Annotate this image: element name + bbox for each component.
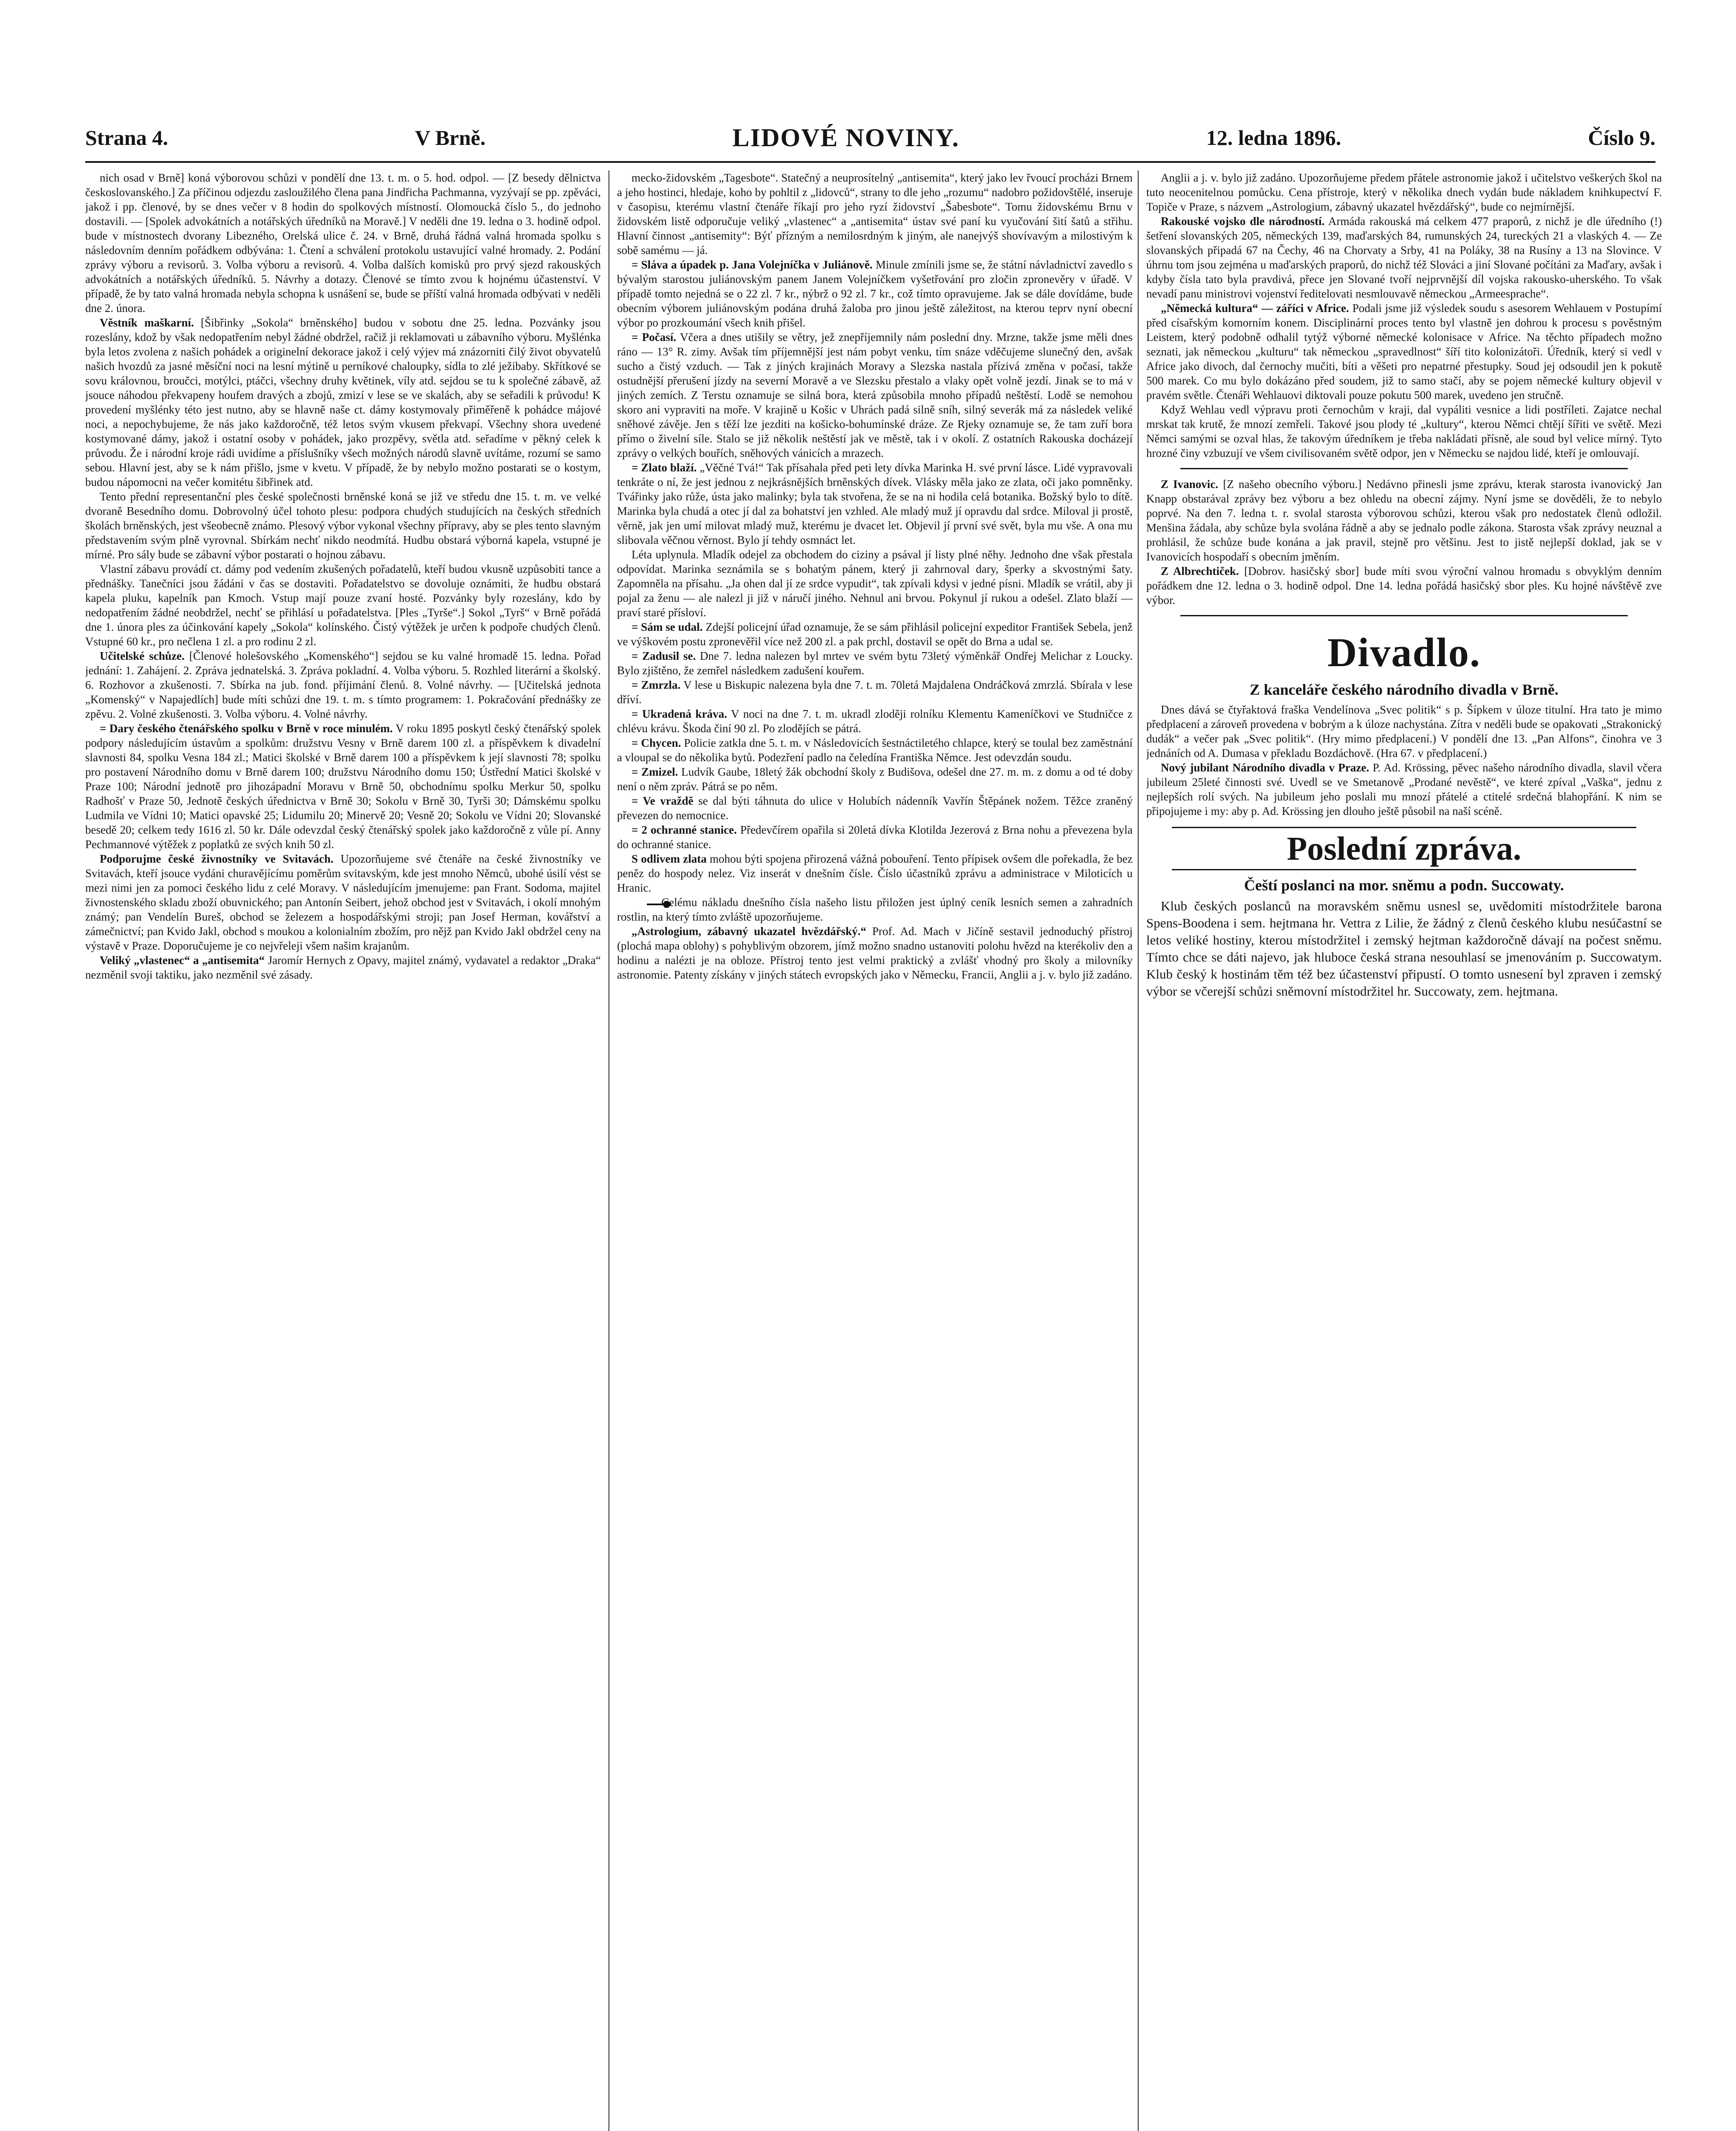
article-heading: = Zadusil se. [632, 650, 696, 662]
column-divider [1138, 170, 1139, 2131]
article-heading: „Astrologium, zábavný ukazatel hvězdářský.“ [632, 925, 866, 938]
article-text: nich osad v Brně] koná výborovou schůzi v pondělí dne 13. t. m. o 5. hod. odpol. — [Z besedy dělnictva českoslovanského.] Za příčinou odjezdu zasloužilého člena pana Jindřicha Pachmanna, vyzývají se pp. zpěváci, jakož i pp. členové, by se dnes večer v 8 hodin do spolkových místností. Olomoucká číslo 5., do jednoho dostavili. — [Spolek advokátních a notářských úředníků na Moravě.] V neděli dne 19. ledna o 3. hodině odpol. bude v místnostech dvorany Libezného, Orelská ulice č. 24. v Brně, druhá řádná valná hromada spolku s následovním denním pořádkem odbývána: 1. Čtení a schválení protokolu ustavující valné hromady. 2. Podání zprávy výboru a revisorů. 3. Volba výboru a revisorů. 4. Volba dalších komisků pro prvý sjezd rakouských advokátních a notářských úředníků. 5. Návrhy a dotazy. Členové se tímto zvou k hojnému účastenství. V případě, že by tato valná hromada nebyla schopna k usnášení se, bude se příští valná hromada odbývati v neděli dne 2. února. [85, 171, 601, 315]
theatre-subheading: Z kanceláře českého národního divadla v Brně. [1249, 681, 1559, 698]
article-heading: = Zmizel. [632, 765, 678, 778]
article-text: Celému nákladu dnešního čísla našeho listu přiložen jest úplný ceník lesních semen a zahradních rostlin, na který tímto zvláště upozorňujeme. [617, 896, 1133, 923]
article-text: „Věčné Tvá!“ Tak přísahala před peti lety dívka Marinka H. své první lásce. Lidé vypravovali tenkráte o ní, že jest jednou z nejkrásnějších brněnských dívek. Vlásky měla jako ze zlata, oči jako pomněnky. Tvářinky jako růže, ústa jako malinky; byla tak stvořena, že se na ni hodila celá botanika. Božský bylo to dítě. Marinka byla chudá a otec jí dal za bohatství jen vzhled. Ale mladý muž jí opravdu dal srdce. Miloval ji prostě, věrně, jak jen umí milovat mladý muž, kterému je dvacet let. Objevil jí první své svět, byla mu vše. A ona mu slibovala věčnou věrnost. Bylo jí tehdy osmnáct let. [617, 461, 1133, 546]
article-text: Vlastní zábavu provádí ct. dámy pod vedením zkušených pořadatelů, kteří budou vkusně uzpůsobiti tance a přednášky. Tanečníci jsou žádáni v čas se dostaviti. Pořadatelstvo se dovoluje oznámiti, že hudbu obstará kapela pluku, kapelník pan Kmoch. Vstup mají pouze zvaní hosté. Pozvánky byly rozeslány, kdo by nedopatřením žádné neobdržel, nechť se přihlásí u pořadatelstva. [Ples „Tyrše“.] Sokol „Tyrš“ v Brně pořádá dne 1. února ples za účinkování kapely „Sokola“ kolínského. Čistý výtěžek je určen k podpoře chudých členů. Vstupné 60 kr., pro nečlena 1 zl. a pro rodinu 2 zl. [85, 563, 601, 648]
article-heading: = Sláva a úpadek p. Jana Volejníčka v Juliánově. [632, 258, 873, 271]
article-heading: Z Ivanovic. [1161, 478, 1218, 491]
article-text: Policie zatkla dne 5. t. m. v Následovicích šestnáctiletého chlapce, který se toulal bez zaměstnání a vloupal se do několika bytů. Podezření padlo na čeledína Františka Němce. Jest odevzdán soudu. [617, 736, 1133, 764]
article-heading: Rakouské vojsko dle národností. [1161, 215, 1325, 228]
article-text: Tento přední representanční ples české společnosti brněnské koná se již ve středu dne 15. t. m. ve velké dvoraně Besedního domu. Dobrovolný účel tohoto plesu: podpora chudých studujících na českých středních školách brněnských, jest všeobecně známo. Plesový výbor vykonal všechny přípravy, aby se ples tento slavným představením svým plně vyrovnal. Sbírkám nechť nikdo neodmítá. Hudbu obstará výborná kapela, vstupné je mírné. Pro sály bude se zábavní výbor postarati o hojnou zábavu. [85, 490, 601, 561]
place: V Brně. [415, 126, 486, 150]
column-1 [85, 170, 601, 2131]
section-divider [1180, 468, 1628, 469]
article-text: Zdejší policejní úřad oznamuje, že se sám přihlásil policejní expeditor František Sebela, jenž ve výškovém postu zpronevěřil více než 200 zl. a pak prchl, dostavil se opět do Brna a udal se. [617, 621, 1133, 648]
article-text: Ludvík Gaube, 18letý žák obchodní školy z Budišova, odešel dne 27. m. m. z domu a od té doby není o něm zpráv. Pátrá se po něm. [617, 765, 1133, 793]
article-heading: Učitelské schůze. [100, 650, 185, 662]
article-heading: = Chycen. [632, 736, 681, 749]
article-text: [Z našeho obecního výboru.] Nedávno přinesli jsme zprávu, kterak starosta ivanovický Jan Knapp obstarával zprávy bez výboru a bez ohledu na obecní zájmy. Nyní jsme se dověděli, že to nebylo poprvé. Na den 7. ledna t. r. svolal starosta výborovou schůzi, kterou však pro nedostatek členů odložil. Menšina žádala, aby schůze byla svolána řádně a aby se jednalo podle zákona. Starosta však zprávy neuznal a prohlásil, že schůze bude konána a jak pravil, stejně pro většinu. Jest to jistě nejlepší doklad, jak se v Ivanovicích hospodaří s obecním jměním. [1146, 478, 1662, 563]
article-text: mecko-židovském „Tagesbote“. Statečný a neuprosítelný „antisemita“, který jako lev řvoucí procházi Brnem a jeho hostinci, hledaje, koho by pohltil z „lidovců“, strany to dle jeho „rozumu“ nadobro požidovštělé, inseruje v časopisu, kterému vlastní čtenáře říkají pro jeho ryzí židovství „Šabesbote“. Tomu židovskému Brnu v židovském listě odporučuje veliký „vlastenec“ a „antisemita“ ústav své paní ku vyučování šití šatů a střihu. Hlavní činnost „antisemity“: Býť přízným a nemilosrdným k jiným, ale nanejvýš shovívavým a milostivým k sobě samému — já. [617, 171, 1133, 257]
article-text: Když Wehlau vedl výpravu proti černochům v kraji, dal vypáliti vesnice a lidi postříleti. Zajatce nechal mrskat tak krutě, že mnozí zemřeli. Takové jsou plody té „kultury“, kterou Němci chtějí šířiti ve světě. Mezi Němci samými se ozval hlas, že takovým úředníkem je třeba nakládati přísně, ale soud byl velice mírný. Tyto hrozné činy vzbuzují ve všem civilisovaném světě odpor, jen v Německu se najdou lidé, kteří je omlouvají. [1146, 403, 1662, 459]
pointing-hand-icon [632, 898, 658, 909]
article-heading: = Ve vraždě [632, 794, 694, 807]
article-text: V noci na dne 7. t. m. ukradl zloději rolníku Klementu Kameníčkovi ve Studničce z chlévu krávu. Škoda činí 90 zl. Po zlodějích se pátrá. [617, 707, 1133, 735]
article-text: [Dobrov. hasičský sbor] bude míti svou výroční valnou hromadu s obvyklým denním pořádkem dne 12. ledna o 3. hodině odpol. Dne 14. ledna pořádá hasičský sbor ples. Ku hojné návštěvě zve výbor. [1146, 565, 1662, 606]
article-text: Léta uplynula. Mladík odejel za obchodem do ciziny a psával jí listy plné něhy. Jednoho dne však přestala odpovídat. Marinka seznámila se s bohatým pánem, který ji zahrnoval dary, šperky a skvostnými šaty. Zapomněla na přísahu. „Ja ohen dal jí ze srdce vypudit“, tak zpívali kdysi v jedné písni. Mladík se vrátil, aby ji pojal za ženu — ale nalezl ji již v náručí jiného. Nehnul ani brvou. Pokynul jí rukou a odešel. Zlato blaží — praví staré přísloví. [617, 548, 1133, 619]
article-text: Dnes dává se čtyřaktová fraška Vendelínova „Svec politik“ s p. Šípkem v úloze titulní. Hra tato je mimo předplacení a zároveň provedena v bobrým a k úloze nachystána. Zítra v neděli bude se opakovati „Strakonický dudák“ a večer pak „Svec politik“. (Hry mimo předplacení.) V pondělí dne 13. „Pan Alfons“, činohra ve 3 jednáních od A. Dumasa v překladu Bozdáchově. (Hra 67. v předplacení.) [1146, 703, 1662, 759]
article-text: [Členové holešovského „Komenského“] sejdou se ku valné hromadě 15. ledna. Pořad jednání: 1. Zahájení. 2. Zpráva jednatelská. 3. Zpráva pokladní. 4. Volba výboru. 5. Rozhled literární a školský. 6. Rozhovor a zkušenosti. 7. Sbírka na jub. fond. příjimání členů. 8. Volné návrhy. — [Učitelská jednota „Komenský“ v Napajedlích] bude míti schůzi dne 19. t. m. s tímto programem: 1. Pokračování přednášky ze zpěvu. 2. Volné zkušenosti. 3. Volba výboru. 4. Volné návrhy. [85, 650, 601, 720]
article-heading: Nový jubilant Národního divadla v Praze. [1161, 761, 1370, 774]
theatre-section-title: Divadlo. [1327, 629, 1481, 675]
article-heading: = Zlato blaží. [632, 461, 697, 474]
column-3 [1146, 170, 1662, 2131]
article-text: P. Ad. Krössing, pěvec našeho národního divadla, slavil včera jubileum 25leté činnosti své. Uvedl se ve Smetanově „Prodané nevěstě“, ve které zpíval „Vaška“, jednu z nejlepších rolí svých. Na jubileum jeho poslali mu mnozí přátelé a ctitelé srdečná blahopřání. K nim se připojujeme i my: aby p. Ad. Krössing jen dlouho ještě působil na naší scéně. [1146, 761, 1662, 817]
article-text: Minule zmínili jsme se, že státní návladnictví zavedlo s bývalým starostou juliánovským panem Janem Volejníčkem vyšetřování pro zločin zpronevěry v úřadě. V případě tomto nejedná se o 22 zl. 7 kr., nýbrž o 92 zl. 7 kr., což tímto opravujeme. Jak se dále dovídáme, bude obecním výborem juliánovským podána druhá žaloba pro jinou ještě záležitost, na kterou teprv nyní obecní výbor po prozkoumání všech knih přišel. [617, 258, 1133, 329]
article-heading: Veliký „vlastenec“ a „antisemita“ [100, 954, 265, 967]
article-heading: = Ukradená kráva. [632, 707, 727, 720]
article-text: Podali jsme již výsledek soudu s asesorem Wehlauem v Postupímí před císařským komorním konem. Disciplinární proces tento byl vlastně jen dohrou k procesu s pověstným Leistem, který podobně odhalil tytýž výborné německé kolonisace v Africe. Na těchto případech možno seznati, jak německou „kulturu“ tak německou „spravedlnost“ šíří tito kolonizátoři. Úředník, který si vedl v Africe jako divoch, dal černochy mučiti, bíti a věšeti pro nepatrné přestupky. Soud jej odsoudil jen k pokutě 500 marek. Co mu bylo dokázáno před soudem, již to samo stačí, aby se pojem německé kultury objevil v pravém světle. Čtenáři Wehlauovi diktovali pouze pokutu 500 marek, uvedeno jen stručně. [1146, 302, 1662, 401]
column-divider [608, 170, 609, 2131]
article-heading: S odlivem zlata [632, 852, 707, 865]
article-text: V roku 1895 poskytl český čtenářský spolek podpory následujícím ústavům a spolkům: družstvu Vesny v Brně darem 100 zl. a příspěvkem k divadelní slavnosti 84, spolku Vesna 184 zl.; Matici školské v Brně darem 100 a příspěvkem k její slavnosti 78; spolku pro postavení Národního domu v Brně darem 100; družstvu Národního domu 150; Ústřední Matici školské v Praze 100; Národní jednotě pro jihozápadní Moravu v Brně 50, obchodnímu spolku Merkur 50, spolku Radhošť v Praze 50, Jednotě českých úřednictva v Brně 30; Sokolu v Brně 30, Tyrši 30; Dámskému spolku Ludmila ve Vídni 10; Matici opavské 25; Lidumilu 20; Minervě 20; Vesně 20; Sokolu ve Vídni 20; Slovanské besedě 20; celkem tedy 1616 zl. 50 kr. Dále odevzdal český čtenářský spolek jako každoročně z vůle pí. Anny Pechmannové výtěžek z poplatků ze svých knih 50 zl. [85, 722, 601, 851]
issue-number: Číslo 9. [1588, 126, 1655, 150]
latest-news-title: Poslední zpráva. [1172, 827, 1636, 870]
column-2 [617, 170, 1133, 2131]
page-header [85, 114, 1655, 163]
article-text: se dal býti táhnuta do ulice v Holubích nádenník Vavřín Štěpánek nožem. Těžce zraněný převezen do nemocnice. [617, 794, 1133, 822]
article-heading: = Zmrzla. [632, 679, 681, 691]
latest-news-text: Klub českých poslanců na moravském sněmu usnesl se, uvědomiti místodržitele barona Spens-Boodena i sem. hejtmana hr. Vettra z Lilie, že žádný z členů českého klubu nesúčastní se letos veliké hostiny, kterou místodržitel i zemský hejtman každoročně dávají na počest sněmu. Tímto chce se dáti najevo, jak hluboce česká strana nesouhlasí se jmenováním p. Succowatym. Klub český k hostinám těm též bez účastenství připustí. O tomto usnesení byl zpraven i zemský výbor se včerejší schůzi sněmovní místodržitel hr. Succowaty, zem. hejtmana. [1146, 898, 1662, 999]
article-text: Předevčírem opařila si 20letá dívka Klotilda Jezerová z Brna nohu a převezena byla do ochranné stanice. [617, 823, 1133, 851]
article-text: Armáda rakouská má celkem 477 praporů, z nichž je dle úředního (!) šetření slovanských 205, německých 139, maďarských 84, rumunských 24, tureckých 21 a vlaských 4. — Ze slovanských připadá 67 na Čechy, 46 na Chorvaty a Srby, 41 na Poláky, 38 na Rusíny a 13 na Slovince. V úhrnu tom jsou zejména u maďarských praporů, do nichž též Slováci a jiní Slované počítáni za Maďary, avšak i kdyby čísla tato byla pravdivá, přece jen Slované tvoří nejprvnější díl vojska rakousko-uherského. To však nevadí panu ministrovi vojenství ředitelovati nesmlouvavě německou „Armeesprache“. [1146, 215, 1662, 300]
article-text: Dne 7. ledna nalezen byl mrtev ve svém bytu 73letý výměnkář Ondřej Melichar z Loucky. Bylo zjištěno, že zemřel následkem zadušení kouřem. [617, 650, 1133, 677]
article-heading: Podporujme české živnostníky ve Svitavách. [100, 852, 334, 865]
issue-date: 12. ledna 1896. [1206, 126, 1341, 150]
article-heading: Z Albrechtiček. [1161, 565, 1239, 578]
article-text: Prof. Ad. Mach v Jičíně sestavil jednoduchý přístroj (plochá mapa oblohy) s pohyblivým obzorem, jímž možno snadno ustanoviti polohu hvězd na kterékoliv den a hodinu a nalézti je na obloze. Přístroj tento jest velmi praktický a zvlášť vhodný pro školy a milovníky astronomie. Patenty získány v jiných státech evropských jako v Německu, Francii, Anglii a j. v. bylo již zadáno. [617, 925, 1133, 981]
page-number: Strana 4. [85, 126, 168, 150]
article-text: mohou býti spojena přirozená vážná pobouření. Tento přípisek ovšem dle pořekadla, že bez peněz do hospody nelez. Viz inserát v dnešním čísle. Číslo účastníků zprávu a administrace v Miloticích u Hranic. [617, 852, 1133, 894]
article-heading: = Sám se udal. [632, 621, 703, 633]
article-text: Upozorňujeme své čtenáře na české živnostníky ve Svitavách, kteří jsouce vydáni churavějícímu poměrům svitavským, kde jest mnoho Němců, ubohé úsilí vést se mezi nimi jen za pomoci českého lidu z celé Moravy. V následujícím jmenujeme: pan Frant. Sodoma, majitel živnostenského skladu zboží obuvnického; pan Antonín Seibert, jehož obchod jest v Svitavách, i okolí mnohým známý; pan Vendelín Bureš, obchod se železem a hospodářskými stroji; pan Josef Herman, kovářství a zámečnictví; pan Kvido Jakl, obchod s moukou a kolonialním zbožím, pro nějž pan Kvido Jakl obdržel ceny na výstavě v Praze. Doporučujeme je co nejvřeleji všem našim krajanům. [85, 852, 601, 952]
article-heading: = Dary českého čtenářského spolku v Brně v roce minulém. [100, 722, 393, 735]
article-heading: Věstník maškarní. [100, 316, 194, 329]
article-heading: = 2 ochranné stanice. [632, 823, 737, 836]
article-text: [Šibřinky „Sokola“ brněnského] budou v sobotu dne 25. ledna. Pozvánky jsou rozeslány, kdož by však nedopatřením nebyl žádné obdržel, račiž ji reklamovati u zábavního výboru. Myšlénka byla letos zvolena z našich pohádek a originelní dekorace jakož i celý výjev má znázorniti čilý život obyvatelů našich hvozdů za jasné měsíční noci na lesní mýtině u perníkové chaloupky, sídla to zlé ježibaby. Skřítkové se sovu královnou, broučci, motýlci, ptáčci, všechny druhy květinek, víly atd. sejdou se tu k společné zábavě, až jsouce náhodou překvapeny houfem dravých a zbojů, zmizí v lese se ve skalách, aby se seřadili k průvodu! K provedení myšlénky této jest nutno, aby se hlavně naše ct. dámy kostymovaly přiměřeně k pohádce májové noci, a nepochybujeme, že nás jako každoročně, též letos svým vkusem překvapí. Všechny shora uvedené kostymované dámy, jakož i ostatní osoby v pohádek, jako prozpěvy, světla atd. seřadíme v pěkný celek k průvodu. Že i národní kroje rádi uvidíme a příslušníky všech možných národů slavně uvítáme, rozumí se samo sebou. Hlavní jest, aby se k nám přišlo, jsme v kvetu. V případě, že by nebylo možno postarati se o kostym, budou nápomocni na večer komitétu šibřinek atd. [85, 316, 601, 488]
latest-news-subheading: Čeští poslanci na mor. sněmu a podn. Succowaty. [1244, 877, 1564, 894]
article-text: Včera a dnes utišily se větry, jež znepříjemnily nám poslední dny. Mrzne, takže jsme měli dnes ráno — 13° R. zimy. Avšak tím příjemnější jest nám pobyt venku, tím snáze vděčujeme slunečný den, avšak sucho a čistý vzduch. — Tak z jiných krajinách Moravy a Slezska nastala přízivá změna v počasí, takže ostudnější přerušení jízdy na severní Moravě a ve Slezsku přestalo a vlaky opět volně jezdí. Jinak se to má v jiných zemích. Z Terstu oznamuje se silná bora, která způsobila mnoho případů neštěstí. Lodě se nemohou skoro ani vypraviti na moře. V krajině u Košic v Uhrách padá silně sníh, silný severák má za následek veliké sněhové závěje. Jen s těží lze jezditi na košicko-bohumínské dráze. Ze Rjeky oznamuje se, že tam zuří bora přímo o živelní síle. Stalo se již několik neštěstí jak ve městě, tak i v okolí. Z ostatních Rakouska docházejí zprávy o velkých bouřích, sněhových vánicích a mrazech. [617, 331, 1133, 459]
article-heading: = Počasí. [632, 331, 676, 344]
section-divider [1180, 615, 1628, 616]
article-text: Anglii a j. v. bylo již zadáno. Upozorňujeme předem přátele astronomie jakož i učitelstvo veškerých škol na tuto neocenitelnou pomůcku. Cena přístroje, který v několika dnech vydán bude nákladem knihkupectví F. Topiče v Praze, s názvem „Astrologium, zábavný ukazatel hvězdářský“, bude co nejmírnější. [1146, 171, 1662, 213]
article-text: Jaromír Hernych z Opavy, majitel známý, vydavatel a redaktor „Draka“ nezměnil svoji taktiku, jako nezměnil své zásady. [85, 954, 601, 981]
masthead-title: LIDOVÉ NOVINY. [732, 123, 960, 152]
article-heading: „Německá kultura“ — záříci v Africe. [1161, 302, 1349, 315]
article-text: V lese u Biskupic nalezena byla dne 7. t. m. 70letá Majdalena Ondráčková zmrzlá. Sbírala v lese dříví. [617, 679, 1133, 706]
